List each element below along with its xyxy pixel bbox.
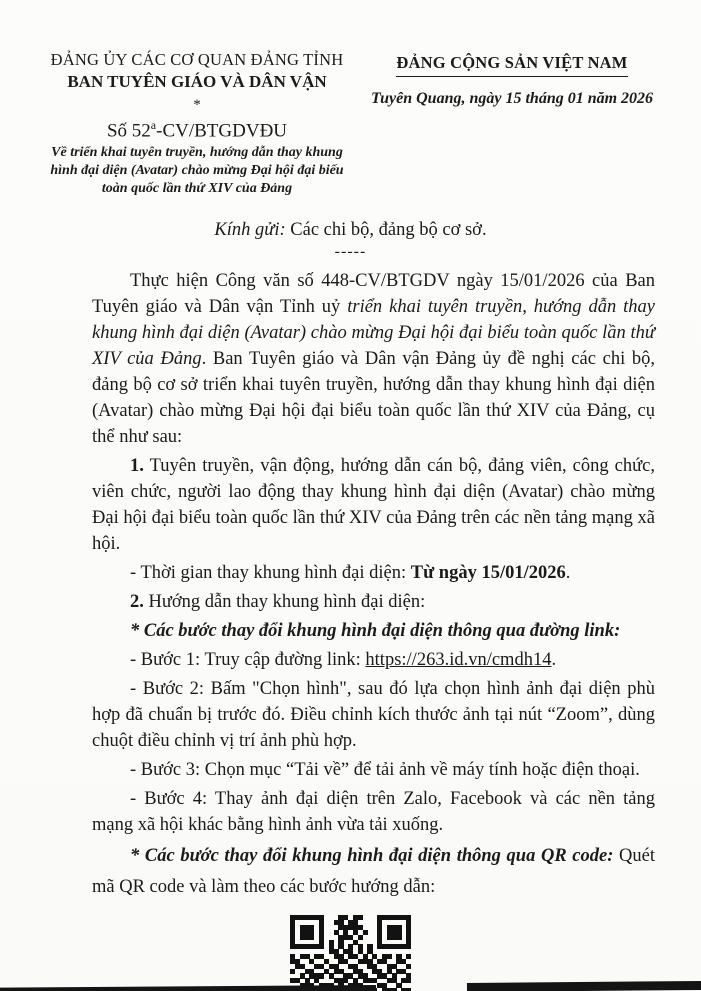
document-subject: Về triển khai tuyên truyền, hướng dẫn thay khung hình đại diện (Avatar) chào mừng Đại hội đại biểu toàn quốc lần thứ XIV của Đảng <box>50 145 344 197</box>
recipient-label: Kính gửi: <box>214 220 286 241</box>
recipient-line <box>0 218 701 242</box>
step-4-paragraph: - Bước 4: Thay ảnh đại diện trên Zalo, Facebook và các nền tảng mạng xã hội khác bằng hình ảnh vừa tải xuống. <box>92 789 655 836</box>
link-steps-heading: * Các bước thay đổi khung hình đại diện thông qua đường link: <box>130 621 621 642</box>
step-3-paragraph: - Bước 3: Chọn mục “Tải về” để tải ảnh về máy tính hoặc điện thoại. <box>130 760 640 781</box>
section-1-paragraph: 1. Tuyên truyền, vận động, hướng dẫn cán bộ, đảng viên, công chức, viên chức, người lao động thay khung hình đại diện (Avatar) chào mừng Đại hội đại biểu toàn quốc lần thứ XIV của Đảng trên các nền tảng mạng xã hội. <box>92 456 655 555</box>
document-number: Số 52$^a$-CV/BTGDVĐU <box>106 118 288 142</box>
place-date-line: Tuyên Quang, ngày 15 tháng 01 năm 2026 <box>370 90 654 107</box>
scan-edge-artifact-right <box>467 981 701 991</box>
issuing-org-block <box>34 50 360 198</box>
recipient-value: Các chi bộ, đảng bộ cơ sở. <box>285 220 487 241</box>
time-note-paragraph: - Thời gian thay khung hình đại diện: Từ ngày 15/01/2026. <box>130 563 571 584</box>
qr-steps-heading: * Các bước thay đổi khung hình đại diện thông qua QR code: Quét mã QR code và làm theo các bước hướng dẫn: <box>92 846 655 898</box>
org-parent-name: ĐẢNG ỦY CÁC CƠ QUAN ĐẢNG TỈNH <box>50 50 344 69</box>
separator-star: * <box>193 97 201 113</box>
divider-dashes: ----- <box>334 243 367 261</box>
national-header-block <box>361 50 663 198</box>
national-header: ĐẢNG CỘNG SẢN VIỆT NAM <box>396 53 627 77</box>
document-body <box>92 268 655 903</box>
document-header <box>0 0 701 198</box>
section-2-paragraph: 2. Hướng dẫn thay khung hình đại diện: <box>130 592 426 613</box>
qr-code <box>290 915 411 991</box>
step-1-paragraph: - Bước 1: Truy cập đường link: https://263.id.vn/cmdh14. <box>130 650 557 671</box>
qr-code-section <box>0 915 701 991</box>
opening-paragraph: Thực hiện Công văn số 448-CV/BTGDV ngày 15/01/2026 của Ban Tuyên giáo và Dân vận Tỉnh uỷ triển khai tuyên truyền, hướng dẫn thay khung hình đại diện (Avatar) chào mừng Đại hội đại biểu toàn quốc lần thứ XIV của Đảng. Ban Tuyên giáo và Dân vận Đảng ủy đề nghị các chi bộ, đảng bộ cơ sở triển khai tuyên truyền, hướng dẫn thay khung hình đại diện (Avatar) chào mừng Đại hội đại biểu toàn quốc lần thứ XIV của Đảng, cụ thể như sau: <box>92 271 656 448</box>
step-2-paragraph: - Bước 2: Bấm "Chọn hình", sau đó lựa chọn hình ảnh đại diện phù hợp đã chuẩn bị trước đó. Điều chỉnh kích thước ảnh tại nút “Zoom”, dùng chuột điều chỉnh vị trí ảnh phù hợp. <box>92 679 655 752</box>
org-name: BAN TUYÊN GIÁO VÀ DÂN VẬN <box>67 72 327 91</box>
